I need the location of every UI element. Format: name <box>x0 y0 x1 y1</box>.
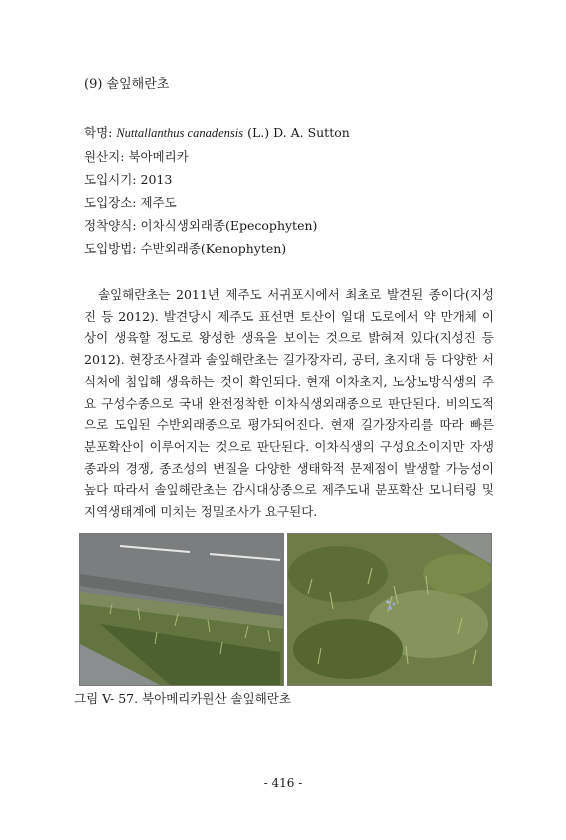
section-title: (9) 솔잎해란초 <box>84 77 170 92</box>
intro-place-line: 도입장소: 제주도 <box>84 195 177 210</box>
photo-roadside <box>79 533 284 686</box>
settle-type-line: 정착양식: 이차식생외래종(Epecophyten) <box>84 218 318 233</box>
scientific-name-author: (L.) D. A. Sutton <box>243 125 350 140</box>
scientific-name-italic: Nuttallanthus canadensis <box>116 126 244 140</box>
scientific-name-label: 학명: <box>84 125 117 140</box>
intro-method-line: 도입방법: 수반외래종(Kenophyten) <box>84 241 287 256</box>
photo-closeup <box>287 533 492 686</box>
body-paragraph: 솔잎해란초는 2011년 제주도 서귀포시에서 최초로 발견된 종이다(지성진 등 2012). 발견당시 제주도 표선면 토산이 일대 도로에서 약 만개체 이상이 생육할 정도로 왕성한 생육을 보이는 것으로 밝혀져 있다(지성진 등 2012). 현장조사결과 솔잎해란초는 길가장자리, 공터, 초지대 등 다양한 서식처에 침입해 생육하는 것이 확인되다. 현재 이차초지, 노상노방식생의 주요 구성수종으로 국내 완전정착한 이차식생외래종으로 판단된다. 비의도적으로 도입된 수반외래종으로 평가되어진다. 현재 길가장자리를 따라 빠른 분포확산이 이루어지는 것으로 판단된다. 이차식생의 구성요소이지만 자생종과의 경쟁, 종조성의 변질을 다양한 생태학적 문제점이 발생할 가능성이 높다 따라서 솔잎해란초는 감시대상종으로 제주도내 분포확산 모니터링 및 지역생태계에 미치는 정밀조사가 요구된다. <box>84 287 494 520</box>
origin-line: 원산지: 북아메리카 <box>84 149 189 164</box>
scientific-name-line <box>84 125 350 141</box>
figure-caption: 그림 V- 57. 북아메리카원산 솔잎해란초 <box>74 691 291 706</box>
intro-year-line: 도입시기: 2013 <box>84 172 173 187</box>
page-number: - 416 - <box>263 776 303 790</box>
